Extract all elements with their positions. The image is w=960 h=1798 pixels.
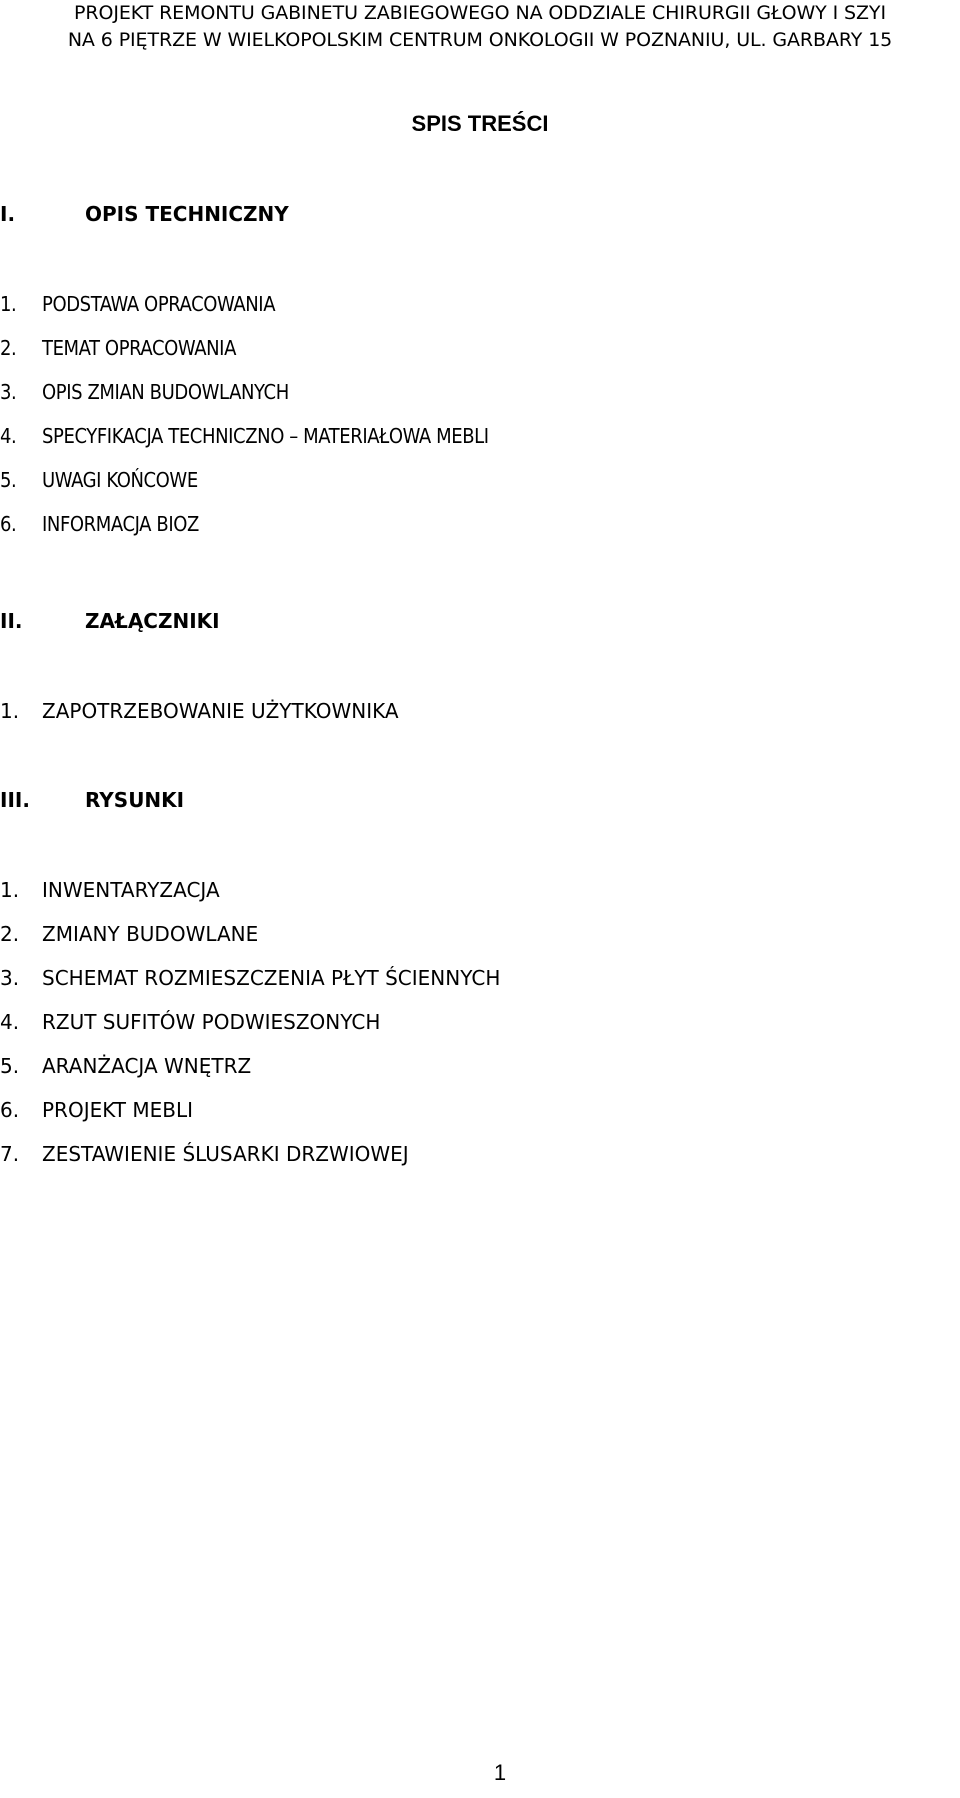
section-title: OPIS TECHNICZNY xyxy=(85,202,289,226)
item-number: 4. xyxy=(0,1010,20,1034)
item-number: 3. xyxy=(0,966,20,990)
header-line-2: NA 6 PIĘTRZE W WIELKOPOLSKIM CENTRUM ONKOLOGII W POZNANIU, UL. GARBARY 15 xyxy=(67,29,893,51)
section-numeral: II. xyxy=(0,609,23,633)
item-number: 5. xyxy=(0,1054,20,1078)
item-text: TEMAT OPRACOWANIA xyxy=(42,336,236,360)
toc-title: SPIS TREŚCI xyxy=(411,111,549,136)
item-number: 2. xyxy=(0,922,20,946)
item-text: SPECYFIKACJA TECHNICZNO – MATERIAŁOWA MEBLI xyxy=(42,424,489,448)
section-title: RYSUNKI xyxy=(85,788,185,812)
item-text: PODSTAWA OPRACOWANIA xyxy=(42,292,276,316)
item-text: ARANŻACJA WNĘTRZ xyxy=(42,1054,252,1078)
item-text: ZESTAWIENIE ŚLUSARKI DRZWIOWEJ xyxy=(42,1142,409,1166)
item-text: ZMIANY BUDOWLANE xyxy=(42,922,259,946)
item-number: 1. xyxy=(0,878,20,902)
header-line-1: PROJEKT REMONTU GABINETU ZABIEGOWEGO NA ODDZIALE CHIRURGII GŁOWY I SZYI xyxy=(74,2,886,24)
section-title: ZAŁĄCZNIKI xyxy=(85,609,220,633)
item-text: RZUT SUFITÓW PODWIESZONYCH xyxy=(42,1010,381,1034)
item-number: 5. xyxy=(0,468,17,492)
item-number: 1. xyxy=(0,292,17,316)
item-text: SCHEMAT ROZMIESZCZENIA PŁYT ŚCIENNYCH xyxy=(42,966,501,990)
item-text: PROJEKT MEBLI xyxy=(42,1098,194,1122)
item-number: 6. xyxy=(0,1098,20,1122)
item-number: 4. xyxy=(0,424,17,448)
item-text: ZAPOTRZEBOWANIE UŻYTKOWNIKA xyxy=(42,699,399,723)
item-number: 6. xyxy=(0,512,17,536)
item-number: 1. xyxy=(0,699,20,723)
item-number: 7. xyxy=(0,1142,20,1166)
item-text: UWAGI KOŃCOWE xyxy=(42,468,198,492)
item-number: 2. xyxy=(0,336,17,360)
item-text: INFORMACJA BIOZ xyxy=(42,512,199,536)
page-number: 1 xyxy=(493,1760,507,1785)
section-numeral: I. xyxy=(0,202,16,226)
item-number: 3. xyxy=(0,380,17,404)
document-header xyxy=(0,0,960,54)
section-numeral: III. xyxy=(0,788,30,812)
item-text: INWENTARYZACJA xyxy=(42,878,220,902)
item-text: OPIS ZMIAN BUDOWLANYCH xyxy=(42,380,289,404)
